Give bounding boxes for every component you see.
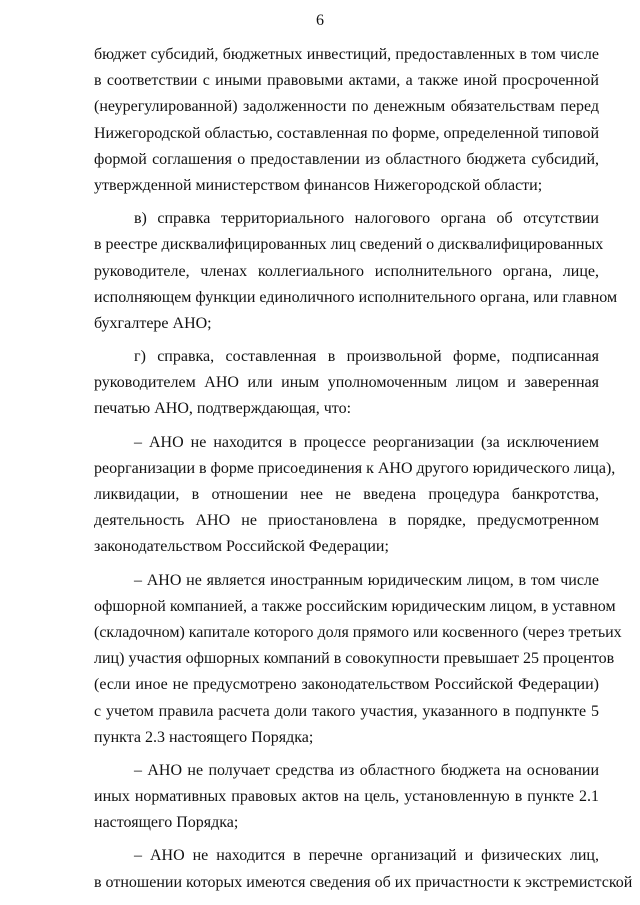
page-number: 6 xyxy=(316,12,324,29)
text-line: исполняющем функции единоличного исполнительного органа, или главном xyxy=(94,288,618,306)
text-line: в отношении которых имеются сведения об их причастности к экстремистской xyxy=(94,873,633,891)
text-line: – АНО не получает средства из областного бюджета на основании xyxy=(134,761,599,779)
text-line: (складочном) капитале которого доля прямого или косвенного (через третьих xyxy=(94,623,622,641)
text-line: в соответствии с иными правовыми актами, а также иной просроченной xyxy=(94,72,599,90)
text-line: Нижегородской областью, составленная по форме, определенной типовой xyxy=(94,124,600,142)
document-body xyxy=(94,42,633,896)
paragraph-item-g xyxy=(94,344,599,423)
paragraph-dash-budget-funds xyxy=(94,758,599,837)
text-line: утвержденной министерством финансов Нижегородской области; xyxy=(94,176,543,194)
text-line: бухгалтере АНО; xyxy=(94,314,212,332)
text-line: офшорной компанией, а также российским юридическим лицом, в уставном xyxy=(94,597,616,615)
paragraph-item-v xyxy=(94,206,618,337)
text-line: руководителем АНО или иным уполномоченным лицом и заверенная xyxy=(94,374,599,392)
text-line: лиц) участия офшорных компаний в совокупности превышает 25 процентов xyxy=(94,650,615,668)
text-line: руководителе, членах коллегиального исполнительного органа, лице, xyxy=(94,262,599,280)
text-line: в) справка территориального налогового органа об отсутствии xyxy=(134,210,599,228)
text-line: пункта 2.3 настоящего Порядка; xyxy=(94,728,314,746)
text-line: г) справка, составленная в произвольной форме, подписанная xyxy=(134,348,599,366)
text-line: формой соглашения о предоставлении из областного бюджета субсидий, xyxy=(94,150,599,168)
text-line: законодательством Российской Федерации; xyxy=(94,538,389,556)
text-line: – АНО не находится в процессе реорганизации (за исключением xyxy=(134,433,599,451)
text-line: деятельность АНО не приостановлена в порядке, предусмотренном xyxy=(94,512,599,530)
text-line: настоящего Порядка; xyxy=(94,814,239,832)
paragraph-dash-reorganization xyxy=(94,430,616,561)
text-line: бюджет субсидий, бюджетных инвестиций, предоставленных в том числе xyxy=(94,46,599,63)
text-line: реорганизации в форме присоединения к АНО другого юридического лица), xyxy=(94,459,616,477)
text-line: в реестре дисквалифицированных лиц сведений о дисквалифицированных xyxy=(94,236,604,254)
text-line: (неурегулированной) задолженности по денежным обязательствам перед xyxy=(94,98,599,116)
text-line: (если иное не предусмотрено законодательством Российской Федерации) xyxy=(94,676,599,694)
text-line: печатью АНО, подтверждающая, что: xyxy=(94,400,352,418)
paragraph-budget-debt xyxy=(94,42,599,199)
text-line: – АНО не является иностранным юридическим лицом, в том числе xyxy=(134,571,599,589)
text-line: – АНО не находится в перечне организаций и физических лиц, xyxy=(134,847,599,865)
text-line: иных нормативных правовых актов на цель, установленную в пункте 2.1 xyxy=(94,788,599,806)
paragraph-dash-foreign-entity xyxy=(94,568,622,751)
text-line: ликвидации, в отношении нее не введена процедура банкротства, xyxy=(94,486,599,503)
text-line: с учетом правила расчета доли такого участия, указанного в подпункте 5 xyxy=(94,702,599,720)
paragraph-dash-extremist-list xyxy=(94,843,633,895)
